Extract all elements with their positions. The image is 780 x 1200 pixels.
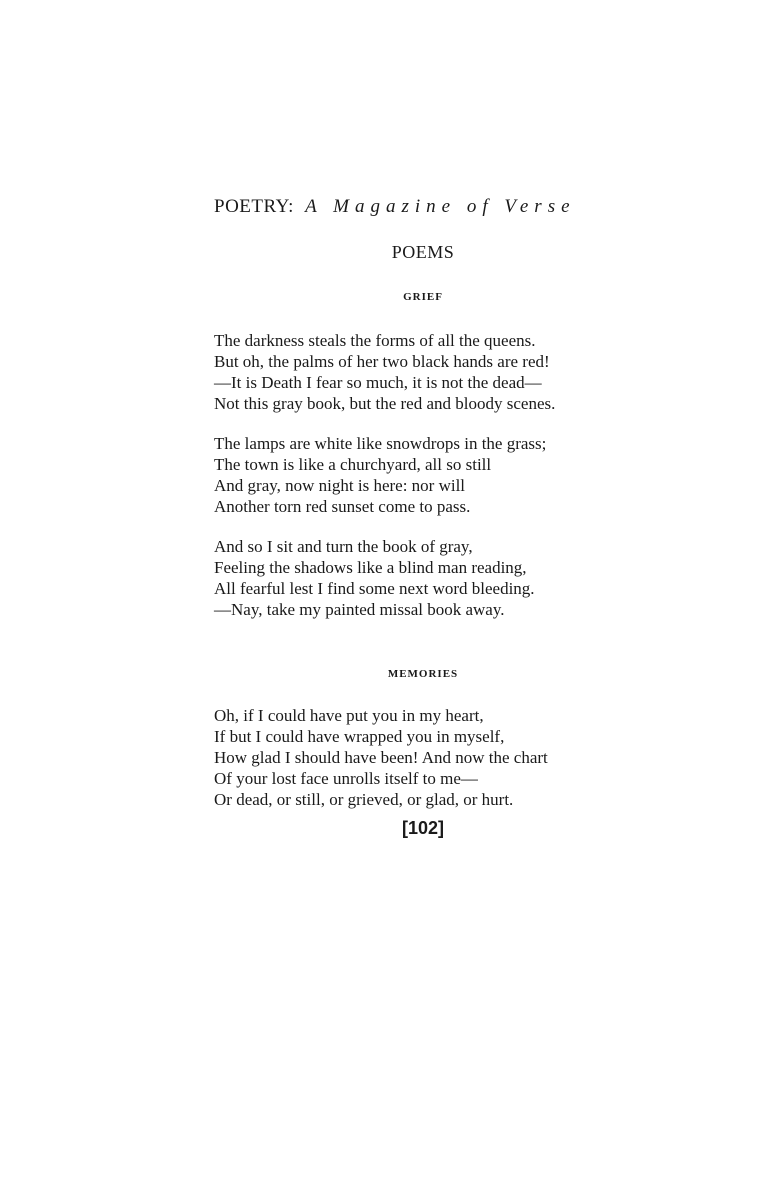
poem-title-memories: MEMORIES <box>387 668 459 680</box>
memories-stanza-1 <box>214 705 548 810</box>
poem-line: Or dead, or still, or grieved, or glad, or hurt. <box>214 790 514 809</box>
page-number: [102] <box>401 818 445 838</box>
poem-line: And so I sit and turn the book of gray, <box>214 537 473 556</box>
poem-line: The town is like a churchyard, all so still <box>214 455 492 474</box>
magazine-name: POETRY: <box>214 196 294 217</box>
running-head <box>214 196 576 218</box>
poem-line: Oh, if I could have put you in my heart, <box>214 706 484 725</box>
poem-line: Not this gray book, but the red and bloody scenes. <box>214 394 556 413</box>
grief-stanza-1 <box>214 330 555 414</box>
poem-line: The lamps are white like snowdrops in the grass; <box>214 434 547 453</box>
grief-stanza-2 <box>214 433 546 517</box>
poem-line: Of your lost face unrolls itself to me— <box>214 769 478 788</box>
poem-line: Feeling the shadows like a blind man reading, <box>214 558 527 577</box>
poem-line: —It is Death I fear so much, it is not the dead— <box>214 373 542 392</box>
section-title: POEMS <box>391 242 455 262</box>
poem-line: And gray, now night is here: nor will <box>214 476 466 495</box>
poem-line: —Nay, take my painted missal book away. <box>214 600 505 619</box>
magazine-subtitle: A Magazine of Verse <box>305 196 576 217</box>
poem-title-grief: GRIEF <box>403 291 443 303</box>
poem-line: But oh, the palms of her two black hands are red! <box>214 352 550 371</box>
grief-stanza-3 <box>214 536 535 620</box>
poem-line: The darkness steals the forms of all the queens. <box>214 331 536 350</box>
poem-line: If but I could have wrapped you in myself, <box>214 727 505 746</box>
poem-line: All fearful lest I find some next word bleeding. <box>214 579 535 598</box>
poem-line: Another torn red sunset come to pass. <box>214 497 471 516</box>
poem-line: How glad I should have been! And now the chart <box>214 748 548 767</box>
